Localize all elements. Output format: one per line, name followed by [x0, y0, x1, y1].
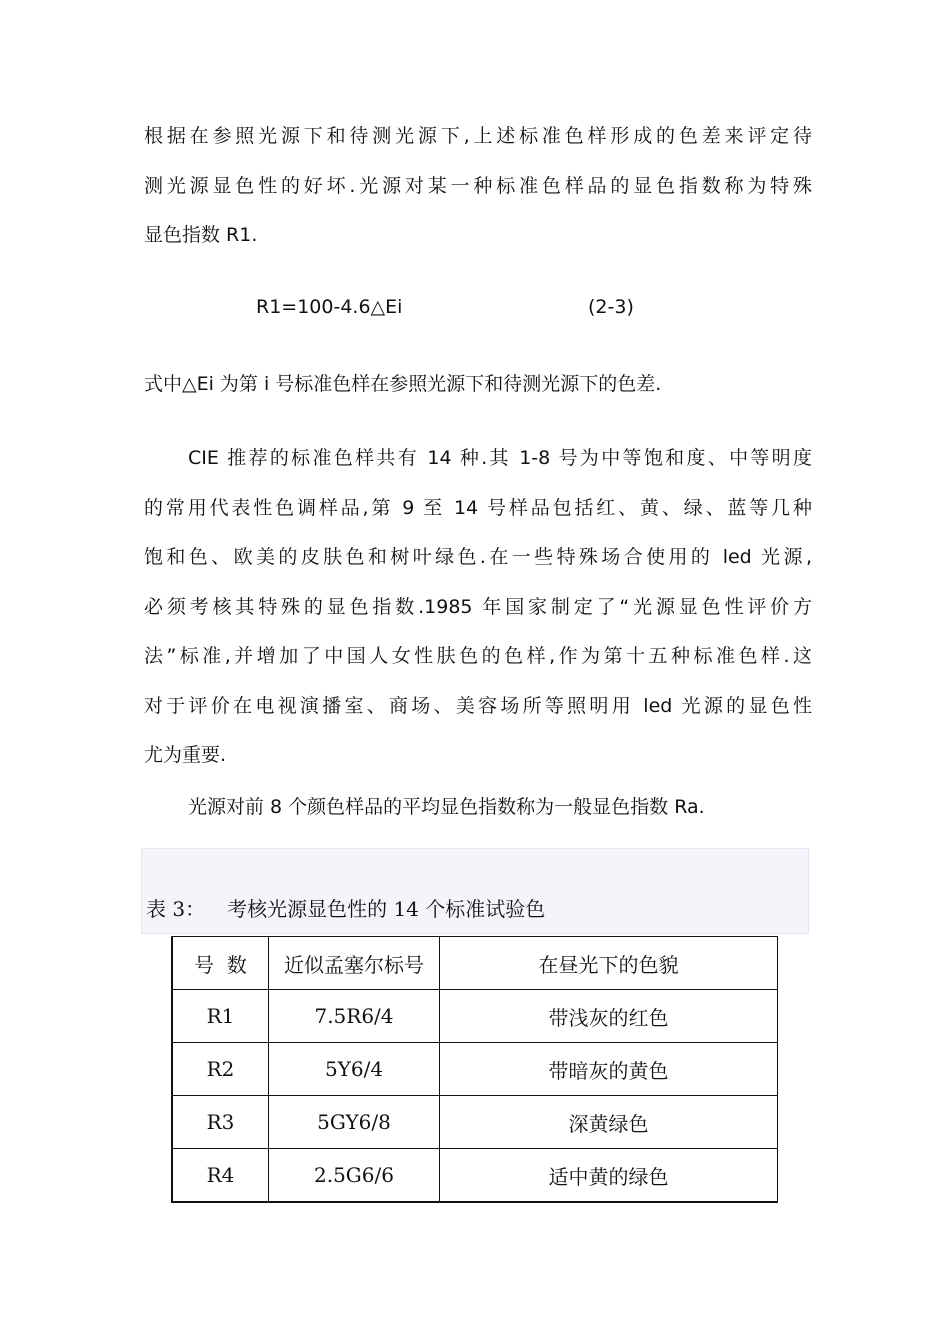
table-cell: R1 — [172, 990, 269, 1043]
text-line: 必须考核其特殊的显色指数.1985 年国家制定了“光源显色性评价方 — [144, 595, 812, 618]
paragraph-cie-samples — [144, 434, 812, 781]
table-caption-box — [141, 848, 809, 934]
text-line: 的常用代表性色调样品,第 9 至 14 号样品包括红、黄、绿、蓝等几种 — [144, 496, 812, 519]
paragraph-formula-explanation — [144, 360, 812, 410]
text-line: 对于评价在电视演播室、商场、美容场所等照明用 led 光源的显色性 — [144, 694, 812, 717]
table-row — [172, 1096, 778, 1149]
paragraph-special-cri — [144, 112, 812, 261]
text-line: 法”标准,并增加了中国人女性肤色的色样,作为第十五种标准色样.这 — [144, 645, 812, 667]
header-cell-number: 号 数 — [172, 937, 269, 990]
text-line: 式中△Ei 为第 i 号标准色样在参照光源下和待测光源下的色差. — [144, 373, 662, 395]
text-line: 根据在参照光源下和待测光源下,上述标准色样形成的色差来评定待 — [144, 125, 812, 147]
formula-number: (2-3) — [588, 296, 634, 318]
header-cell-appearance: 在昼光下的色貌 — [440, 937, 778, 990]
table-cell: 7.5R6/4 — [269, 990, 440, 1043]
standard-colors-table — [171, 936, 778, 1203]
table-row — [172, 990, 778, 1043]
table-cell: R2 — [172, 1043, 269, 1096]
text-line: 尤为重要. — [144, 744, 227, 766]
table-cell: 5Y6/4 — [269, 1043, 440, 1096]
table-cell: R3 — [172, 1096, 269, 1149]
text-line: 光源对前 8 个颜色样品的平均显色指数称为一般显色指数 Ra. — [188, 796, 705, 818]
text-line: 饱和色、欧美的皮肤色和树叶绿色.在一些特殊场合使用的 led 光源, — [144, 546, 812, 568]
table-cell: 带暗灰的黄色 — [440, 1043, 778, 1096]
table-caption-label: 表 3： — [146, 897, 206, 921]
paragraph-general-cri — [144, 783, 812, 833]
table-cell: 5GY6/8 — [269, 1096, 440, 1149]
formula-row — [0, 296, 950, 326]
table-row — [172, 1043, 778, 1096]
table-cell: 深黄绿色 — [440, 1096, 778, 1149]
table-cell: 2.5G6/6 — [269, 1149, 440, 1203]
table-row — [172, 1149, 778, 1203]
table-header-row — [172, 937, 778, 990]
text-line: CIE 推荐的标准色样共有 14 种.其 1-8 号为中等饱和度、中等明度 — [188, 447, 812, 469]
table-caption — [146, 893, 545, 922]
header-cell-munsell: 近似孟塞尔标号 — [269, 937, 440, 990]
formula: R1=100-4.6△Ei — [256, 296, 403, 318]
table-cell: 带浅灰的红色 — [440, 990, 778, 1043]
text-line: 显色指数 R1. — [144, 224, 258, 246]
table-caption-title: 考核光源显色性的 14 个标准试验色 — [227, 897, 546, 921]
table-cell: 适中黄的绿色 — [440, 1149, 778, 1203]
table-cell: R4 — [172, 1149, 269, 1203]
text-line: 测光源显色性的好坏.光源对某一种标准色样品的显色指数称为特殊 — [144, 174, 812, 197]
